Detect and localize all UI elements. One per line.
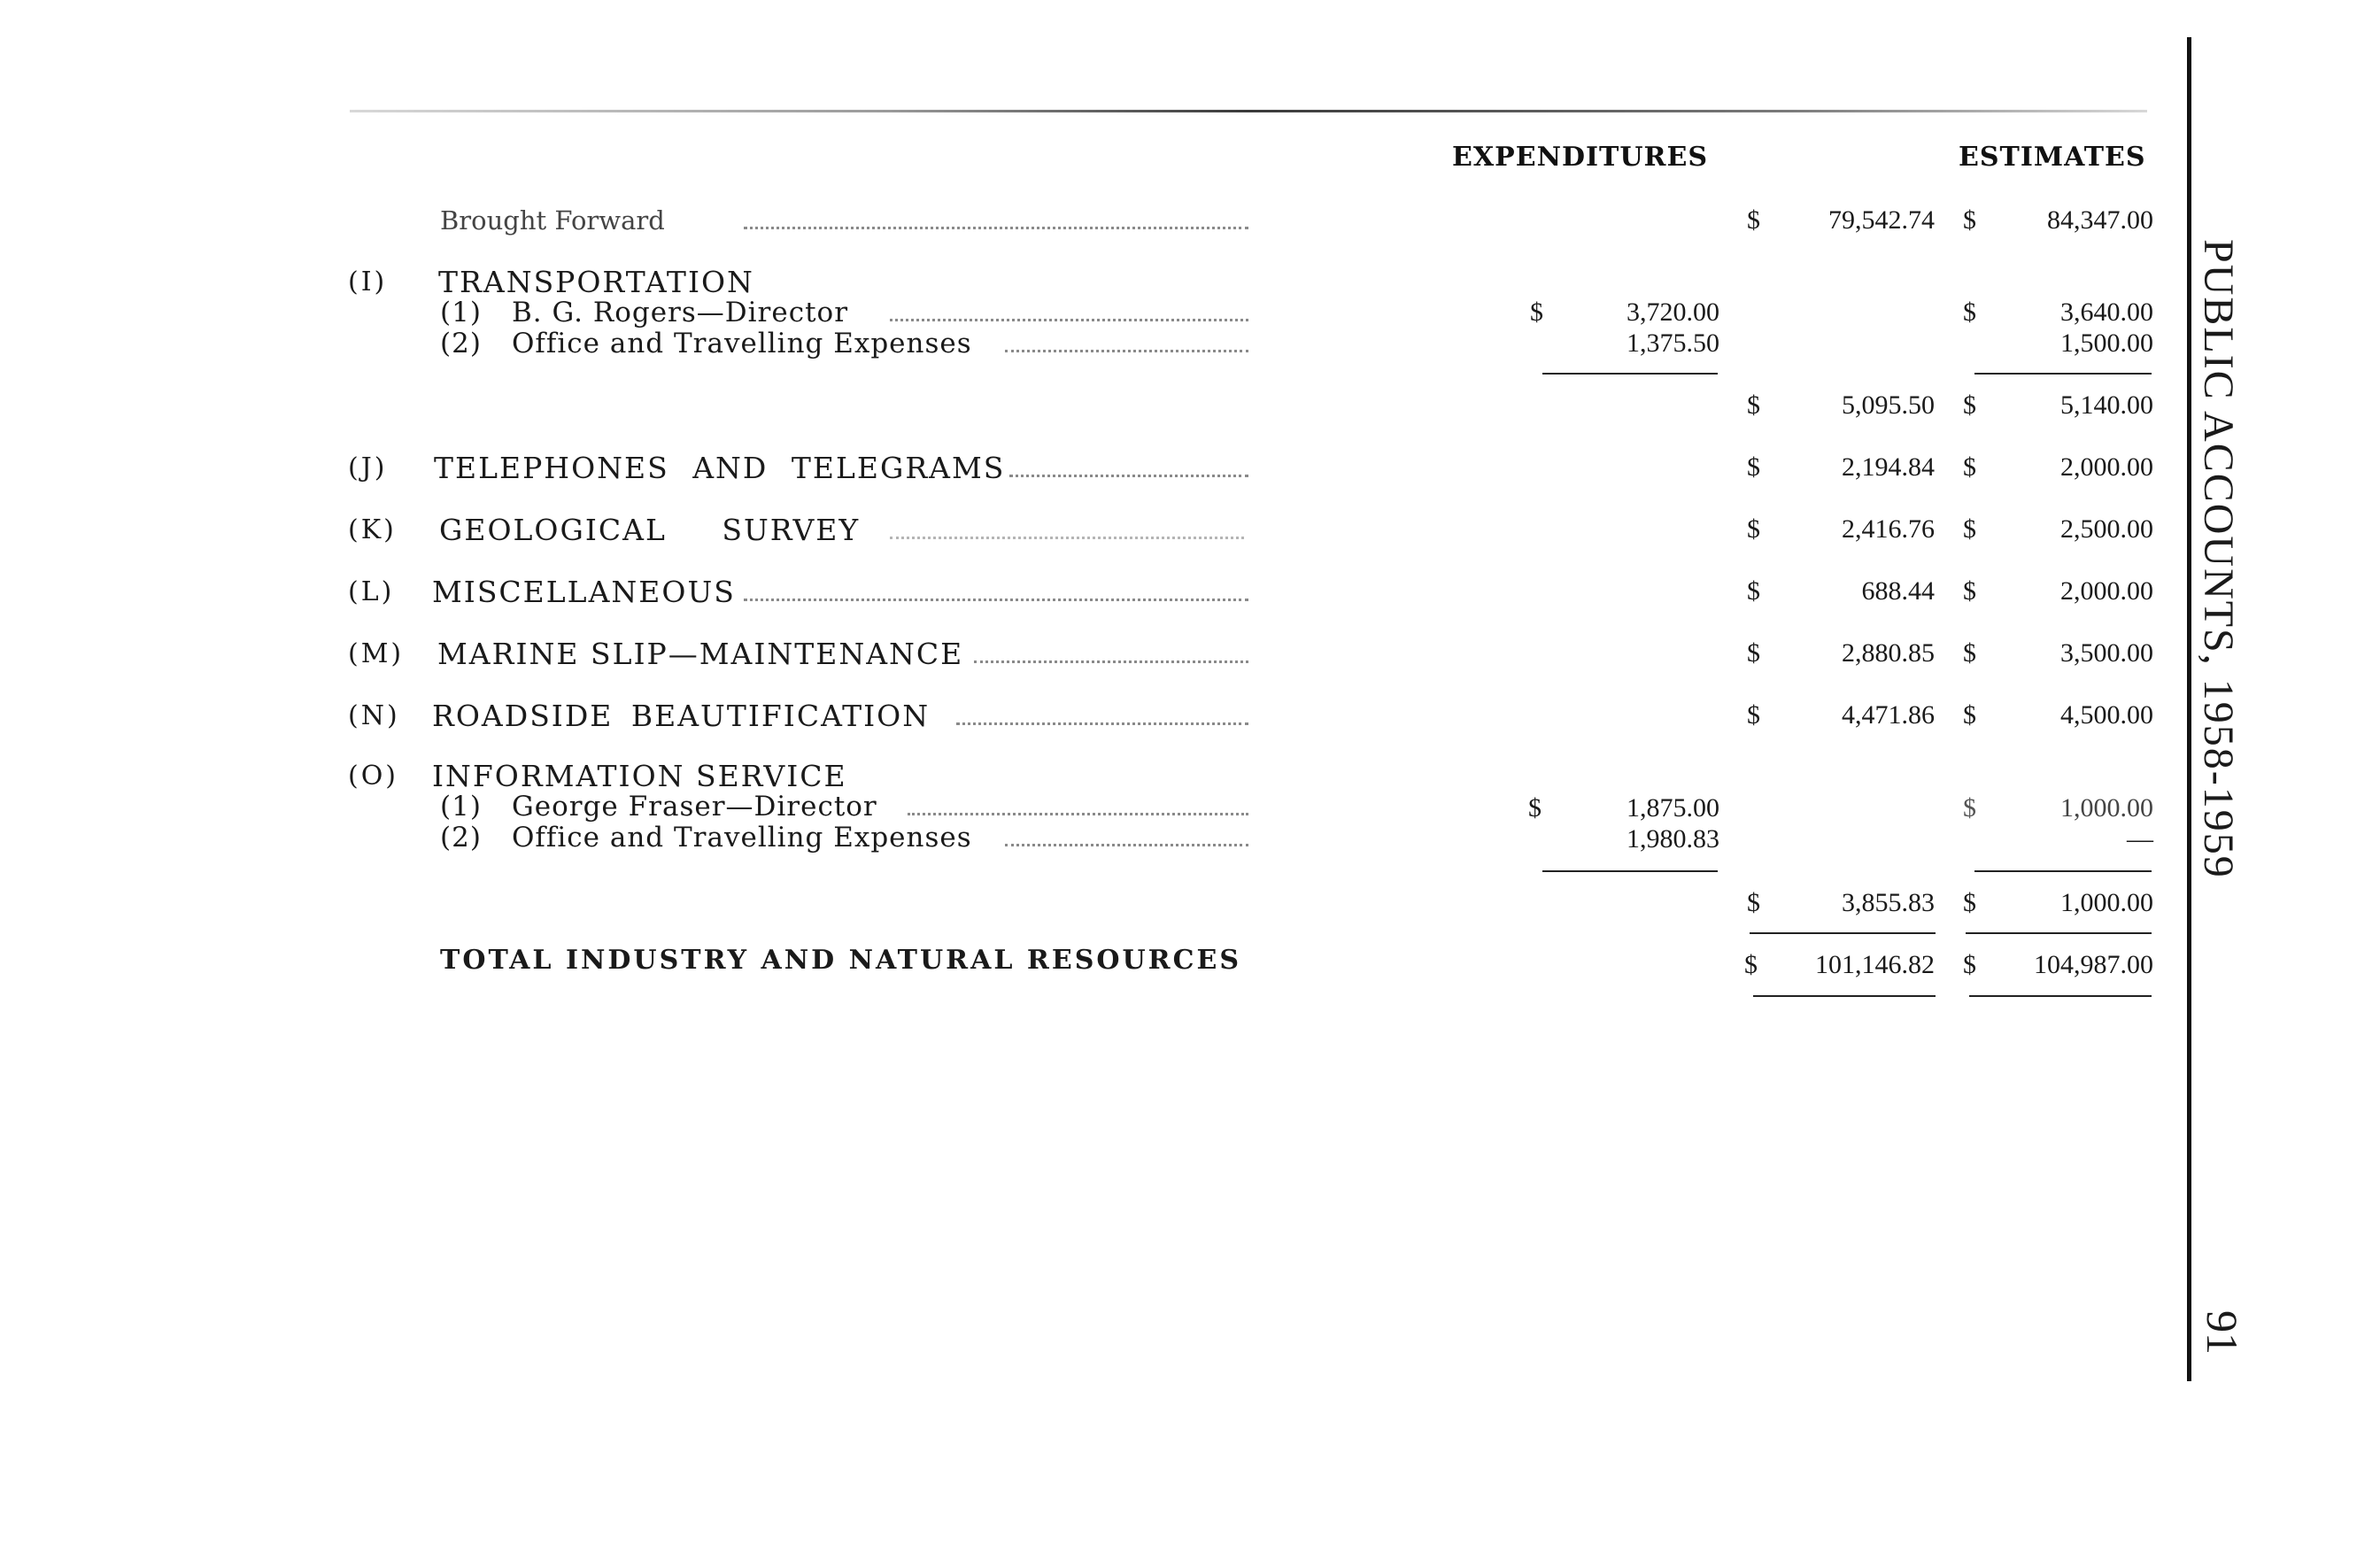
dot-leader	[974, 660, 1248, 663]
currency-sign: $	[1963, 576, 1976, 606]
grand-total-label: TOTAL INDUSTRY AND NATURAL RESOURCES	[440, 945, 1241, 976]
item-expenditure: 1,980.83	[1627, 824, 1719, 854]
section-letter: (N)	[348, 700, 400, 731]
currency-sign: $	[1528, 793, 1542, 823]
section-letter: (O)	[348, 761, 399, 792]
item-label: B. G. Rogers—Director	[512, 297, 849, 328]
brought-forward-estimate: 84,347.00	[2047, 205, 2153, 235]
section-estimate-total: 3,500.00	[2060, 638, 2153, 668]
expenditures-header: EXPENDITURES	[1452, 142, 1708, 173]
item-number: (1)	[440, 297, 482, 328]
section-title: GEOLOGICAL SURVEY	[439, 513, 861, 547]
item-expenditure: 1,375.50	[1627, 328, 1719, 358]
item-estimate: —	[2127, 824, 2153, 854]
brought-forward-label: Brought Forward	[440, 205, 665, 236]
section-expenditure-total: 2,416.76	[1842, 514, 1935, 544]
estimates-header: ESTIMATES	[1959, 142, 2146, 173]
section-title: INFORMATION SERVICE	[432, 759, 847, 793]
currency-sign: $	[1963, 700, 1976, 730]
currency-sign: $	[1744, 950, 1758, 979]
section-estimate-total: 4,500.00	[2060, 700, 2153, 730]
currency-sign: $	[1963, 950, 1976, 979]
section-expenditure-total: 4,471.86	[1842, 700, 1935, 730]
section-expenditure-total: 688.44	[1861, 576, 1935, 606]
item-label: George Fraser—Director	[512, 791, 877, 823]
section-estimate-total: 2,000.00	[2060, 452, 2153, 482]
grand-total-expenditure: 101,146.82	[1815, 950, 1935, 979]
currency-sign: $	[1963, 888, 1976, 917]
section-letter: (I)	[348, 267, 388, 297]
currency-sign: $	[1747, 638, 1760, 668]
top-rule	[350, 110, 2147, 112]
dot-leader	[890, 319, 1248, 321]
item-number: (1)	[440, 791, 482, 823]
item-number: (2)	[440, 328, 482, 359]
section-letter: (J)	[348, 452, 388, 483]
section-title: TELEPHONES AND TELEGRAMS	[434, 451, 1006, 485]
item-estimate: 1,500.00	[2060, 328, 2153, 358]
dot-leader	[1009, 475, 1248, 477]
section-expenditure-total: 3,855.83	[1842, 888, 1935, 917]
page-number: 91	[2198, 1310, 2247, 1355]
section-title: MARINE SLIP—MAINTENANCE	[437, 637, 964, 671]
currency-sign: $	[1963, 452, 1976, 482]
section-estimate-total: 5,140.00	[2060, 390, 2153, 420]
total-rule	[1750, 932, 1936, 934]
currency-sign: $	[1747, 700, 1760, 730]
item-label: Office and Travelling Expenses	[512, 328, 972, 359]
subtotal-rule	[1542, 373, 1718, 375]
section-letter: (L)	[348, 576, 395, 607]
subtotal-rule	[1542, 870, 1718, 872]
item-label: Office and Travelling Expenses	[512, 822, 972, 854]
item-number: (2)	[440, 822, 482, 854]
item-expenditure: 1,875.00	[1627, 793, 1719, 823]
currency-sign: $	[1963, 638, 1976, 668]
currency-sign: $	[1963, 297, 1976, 327]
dot-leader	[744, 599, 1248, 601]
currency-sign: $	[1963, 793, 1976, 823]
dot-leader	[744, 227, 1248, 229]
section-expenditure-total: 2,880.85	[1842, 638, 1935, 668]
item-estimate: 1,000.00	[2060, 793, 2153, 823]
subtotal-rule	[1974, 870, 2152, 872]
subtotal-rule	[1974, 373, 2152, 375]
section-letter: (M)	[348, 638, 405, 669]
grand-total-estimate: 104,987.00	[2034, 950, 2153, 979]
currency-sign: $	[1747, 888, 1760, 917]
currency-sign: $	[1747, 576, 1760, 606]
currency-sign: $	[1747, 452, 1760, 482]
currency-sign: $	[1747, 514, 1760, 544]
section-letter: (K)	[348, 514, 397, 545]
section-title: MISCELLANEOUS	[432, 575, 736, 609]
section-estimate-total: 1,000.00	[2060, 888, 2153, 917]
section-estimate-total: 2,500.00	[2060, 514, 2153, 544]
currency-sign: $	[1963, 205, 1976, 235]
brought-forward-expenditure: 79,542.74	[1828, 205, 1935, 235]
dot-leader	[956, 722, 1248, 725]
dot-leader	[1005, 350, 1248, 352]
dot-leader	[1005, 844, 1248, 846]
grand-total-rule	[1969, 995, 2152, 997]
grand-total-rule	[1753, 995, 1936, 997]
section-expenditure-total: 2,194.84	[1842, 452, 1935, 482]
section-title: ROADSIDE BEAUTIFICATION	[432, 699, 931, 733]
currency-sign: $	[1963, 390, 1976, 420]
currency-sign: $	[1747, 205, 1760, 235]
currency-sign: $	[1963, 514, 1976, 544]
dot-leader	[908, 813, 1248, 815]
currency-sign: $	[1747, 390, 1760, 420]
section-title: TRANSPORTATION	[438, 265, 754, 299]
item-expenditure: 3,720.00	[1627, 297, 1719, 327]
item-estimate: 3,640.00	[2060, 297, 2153, 327]
dot-leader	[890, 537, 1244, 539]
currency-sign: $	[1530, 297, 1543, 327]
running-head: PUBLIC ACCOUNTS, 1958-1959	[2195, 239, 2242, 879]
section-estimate-total: 2,000.00	[2060, 576, 2153, 606]
section-expenditure-total: 5,095.50	[1842, 390, 1935, 420]
total-rule	[1966, 932, 2152, 934]
